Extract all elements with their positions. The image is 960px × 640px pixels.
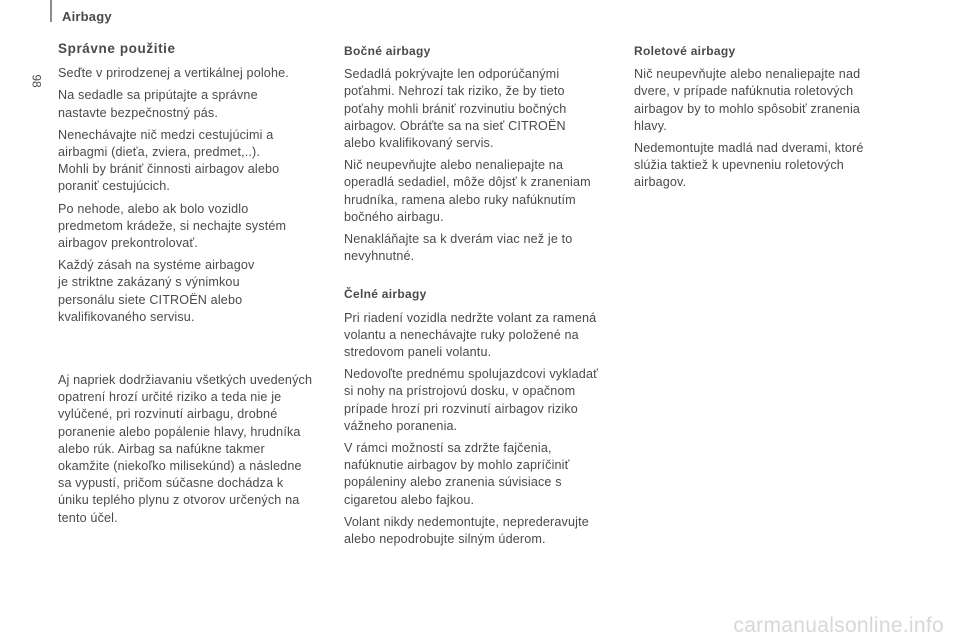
paragraph: Seďte v prirodzenej a vertikálnej polohe. [58,66,289,81]
paragraph: Nič neupevňujte alebo nenaliepajte na operadlá sedadiel, môže dôjsť k zraneniam hrudníka, ramena alebo ruky nafúknutím bočného airbagu. [344,158,591,224]
header-divider-line [50,0,52,22]
section-heading-curtain-airbags: Roletové airbagy [634,44,736,58]
risk-note-paragraph: Aj napriek dodržiavaniu všetkých uvedených opatrení hrozí určité riziko a teda nie je vylúčené, pri rozvinutí airbagu, drobné poranenie alebo popálenie hlavy, hrudníka alebo rúk. Airbag sa nafúkne takmer okamžite (niekoľko milisekúnd) a následne sa vypustí, pričom súčasne dochádza k úniku teplého plynu z otvorov určených na tento účel. [58,373,313,525]
paragraph: Nenechávajte nič medzi cestujúcimi a airbagmi (dieťa, zviera, predmet,..). Mohli by brániť činnosti airbagov alebo poraniť cestujúcich. [58,127,280,194]
column-correct-use [58,40,330,532]
paragraph: Nedovoľte prednému spolujazdcovi vykladať si nohy na prístrojovú dosku, v opačnom prípade hrozí pri rozvinutí airbagov riziko vážneho poranenia. [344,367,598,433]
column-side-front-airbags [344,43,624,553]
spacer [58,331,330,372]
column-curtain-airbags [634,43,904,197]
section-heading-side-airbags: Bočné airbagy [344,44,431,58]
paragraph: Na sedadle sa pripútajte a správne nastavte bezpečnostný pás. [58,88,258,120]
paragraph: Nič neupevňujte alebo nenaliepajte nad dvere, v prípade nafúknutia roletových airbagov by to mohlo spôsobiť zranenia hlavy. [634,67,861,133]
section-heading-correct-use: Správne použitie [58,41,176,56]
chapter-title: Airbagy [62,9,112,24]
paragraph: Nenakláňajte sa k dverám viac než je to nevyhnutné. [344,232,573,264]
paragraph: Každý zásah na systéme airbagov je striktne zakázaný s výnimkou personálu siete CITROËN alebo kvalifikovaného servisu. [58,258,255,324]
paragraph: Sedadlá pokrývajte len odporúčanými poťahmi. Nehrozí tak riziko, že by tieto poťahy mohli brániť rozvinutiu bočných airbagov. Obráťte sa na sieť CITROËN alebo kvalifikovaný servis. [344,67,567,151]
page-number: 98 [29,74,44,88]
paragraph: Nedemontujte madlá nad dverami, ktoré slúžia taktiež k upevneniu roletových airbagov. [634,141,864,190]
watermark: carmanualsonline.info [733,614,944,637]
paragraph: Po nehode, alebo ak bolo vozidlo predmetom krádeže, si nechajte systém airbagov prekontrolovať. [58,201,287,251]
section-heading-front-airbags: Čelné airbagy [344,287,427,302]
paragraph: Volant nikdy nedemontujte, neprederavujte alebo nepodrobujte silným úderom. [344,514,589,547]
spacer [344,270,624,286]
paragraph: Pri riadení vozidla nedržte volant za ramená volantu a nenechávajte ruky položené na stredovom paneli volantu. [344,310,597,360]
paragraph: V rámci možností sa zdržte fajčenia, nafúknutie airbagov by mohlo zapríčiniť popáleniny alebo zranenia súvisiace s cigaretou alebo fajkou. [344,441,570,507]
